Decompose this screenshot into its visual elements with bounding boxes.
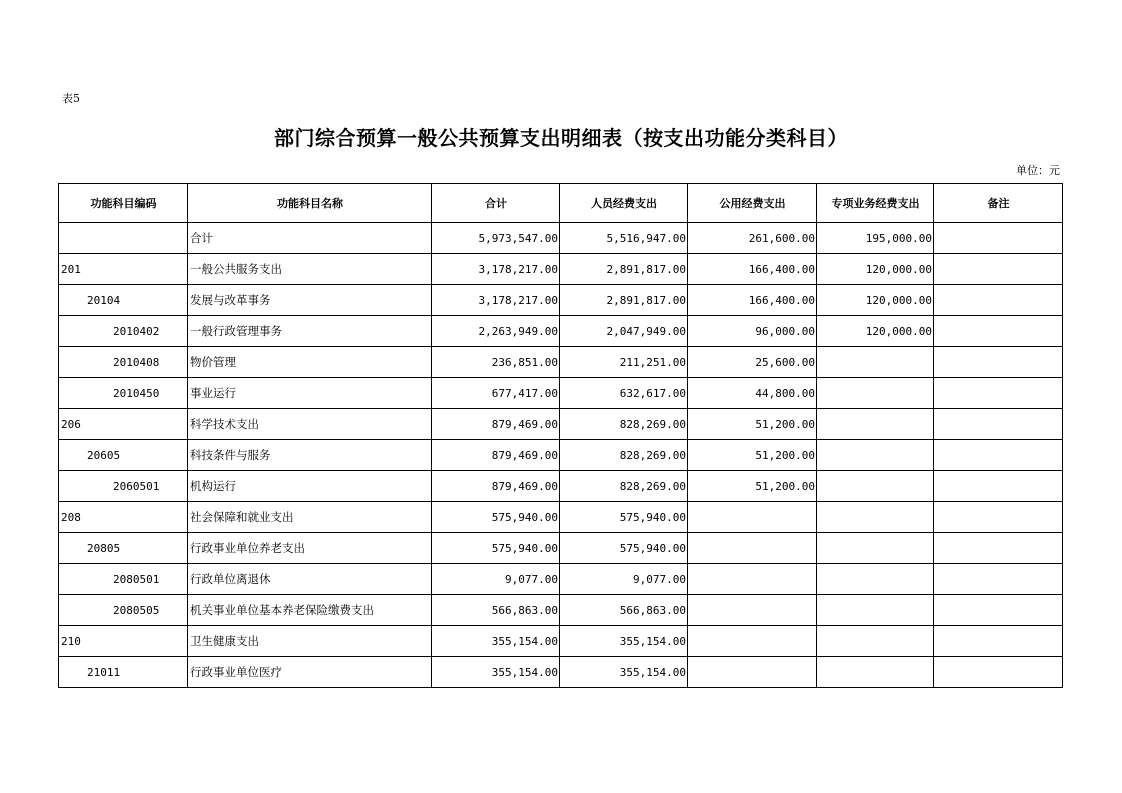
column-header-special: 专项业务经费支出	[817, 184, 934, 223]
cell-personnel: 5,516,947.00	[560, 223, 688, 254]
cell-total: 2,263,949.00	[432, 316, 560, 347]
cell-special	[817, 657, 934, 688]
table-row	[59, 347, 1063, 378]
cell-code: 201	[59, 254, 188, 285]
cell-personnel: 9,077.00	[560, 564, 688, 595]
cell-special	[817, 595, 934, 626]
cell-code: 210	[59, 626, 188, 657]
cell-name: 发展与改革事务	[188, 285, 432, 316]
table-row	[59, 626, 1063, 657]
cell-total: 236,851.00	[432, 347, 560, 378]
table-row	[59, 285, 1063, 316]
cell-code: 21011	[59, 657, 188, 688]
cell-total: 5,973,547.00	[432, 223, 560, 254]
cell-note	[934, 223, 1063, 254]
cell-personnel: 211,251.00	[560, 347, 688, 378]
cell-total: 355,154.00	[432, 657, 560, 688]
cell-special: 120,000.00	[817, 285, 934, 316]
table-header-row	[59, 184, 1063, 223]
cell-personnel: 355,154.00	[560, 626, 688, 657]
column-header-note: 备注	[934, 184, 1063, 223]
table-row	[59, 316, 1063, 347]
cell-public: 51,200.00	[688, 409, 817, 440]
cell-total: 879,469.00	[432, 409, 560, 440]
cell-special: 195,000.00	[817, 223, 934, 254]
cell-personnel: 2,891,817.00	[560, 285, 688, 316]
cell-public: 44,800.00	[688, 378, 817, 409]
column-header-personnel: 人员经费支出	[560, 184, 688, 223]
cell-personnel: 2,891,817.00	[560, 254, 688, 285]
cell-name: 一般公共服务支出	[188, 254, 432, 285]
cell-total: 879,469.00	[432, 440, 560, 471]
cell-public	[688, 564, 817, 595]
column-header-name: 功能科目名称	[188, 184, 432, 223]
column-header-public: 公用经费支出	[688, 184, 817, 223]
cell-personnel: 632,617.00	[560, 378, 688, 409]
cell-public: 166,400.00	[688, 285, 817, 316]
table-row	[59, 564, 1063, 595]
column-header-code: 功能科目编码	[59, 184, 188, 223]
cell-total: 566,863.00	[432, 595, 560, 626]
cell-public: 261,600.00	[688, 223, 817, 254]
cell-note	[934, 254, 1063, 285]
cell-note	[934, 440, 1063, 471]
cell-public: 166,400.00	[688, 254, 817, 285]
table-row	[59, 409, 1063, 440]
cell-code: 2060501	[59, 471, 188, 502]
cell-note	[934, 502, 1063, 533]
cell-code: 20805	[59, 533, 188, 564]
cell-code: 20104	[59, 285, 188, 316]
table-row	[59, 595, 1063, 626]
cell-special	[817, 564, 934, 595]
table-row	[59, 254, 1063, 285]
cell-note	[934, 471, 1063, 502]
cell-name: 行政事业单位养老支出	[188, 533, 432, 564]
cell-name: 机构运行	[188, 471, 432, 502]
cell-public: 96,000.00	[688, 316, 817, 347]
table-row	[59, 440, 1063, 471]
cell-note	[934, 626, 1063, 657]
cell-special: 120,000.00	[817, 254, 934, 285]
cell-name: 一般行政管理事务	[188, 316, 432, 347]
table-row	[59, 378, 1063, 409]
cell-personnel: 828,269.00	[560, 409, 688, 440]
cell-note	[934, 378, 1063, 409]
cell-code: 2010450	[59, 378, 188, 409]
cell-public: 25,600.00	[688, 347, 817, 378]
cell-special	[817, 471, 934, 502]
cell-total: 575,940.00	[432, 502, 560, 533]
cell-code: 208	[59, 502, 188, 533]
column-header-total: 合计	[432, 184, 560, 223]
cell-special: 120,000.00	[817, 316, 934, 347]
cell-personnel: 2,047,949.00	[560, 316, 688, 347]
unit-label: 单位：元	[1016, 164, 1060, 177]
table-body	[59, 223, 1063, 688]
cell-name: 行政单位离退休	[188, 564, 432, 595]
table-row	[59, 223, 1063, 254]
cell-note	[934, 595, 1063, 626]
cell-code: 206	[59, 409, 188, 440]
cell-total: 879,469.00	[432, 471, 560, 502]
cell-code: 20605	[59, 440, 188, 471]
cell-note	[934, 285, 1063, 316]
cell-special	[817, 378, 934, 409]
cell-code	[59, 223, 188, 254]
cell-note	[934, 409, 1063, 440]
cell-personnel: 828,269.00	[560, 471, 688, 502]
cell-personnel: 566,863.00	[560, 595, 688, 626]
cell-note	[934, 316, 1063, 347]
cell-name: 科学技术支出	[188, 409, 432, 440]
cell-public	[688, 626, 817, 657]
cell-note	[934, 657, 1063, 688]
cell-total: 9,077.00	[432, 564, 560, 595]
table-row	[59, 502, 1063, 533]
budget-detail-table	[58, 183, 1063, 688]
cell-public	[688, 595, 817, 626]
cell-name: 物价管理	[188, 347, 432, 378]
cell-public	[688, 533, 817, 564]
cell-total: 575,940.00	[432, 533, 560, 564]
cell-public	[688, 657, 817, 688]
cell-total: 355,154.00	[432, 626, 560, 657]
cell-personnel: 575,940.00	[560, 533, 688, 564]
cell-total: 3,178,217.00	[432, 254, 560, 285]
cell-special	[817, 409, 934, 440]
cell-name: 机关事业单位基本养老保险缴费支出	[188, 595, 432, 626]
cell-code: 2010408	[59, 347, 188, 378]
cell-personnel: 355,154.00	[560, 657, 688, 688]
cell-special	[817, 440, 934, 471]
cell-personnel: 828,269.00	[560, 440, 688, 471]
cell-name: 社会保障和就业支出	[188, 502, 432, 533]
cell-code: 2080501	[59, 564, 188, 595]
table-row	[59, 533, 1063, 564]
table-number-label: 表5	[62, 92, 80, 105]
cell-total: 3,178,217.00	[432, 285, 560, 316]
cell-name: 科技条件与服务	[188, 440, 432, 471]
cell-name: 卫生健康支出	[188, 626, 432, 657]
table-row	[59, 471, 1063, 502]
cell-special	[817, 347, 934, 378]
cell-note	[934, 564, 1063, 595]
cell-special	[817, 533, 934, 564]
cell-note	[934, 533, 1063, 564]
cell-personnel: 575,940.00	[560, 502, 688, 533]
cell-name: 事业运行	[188, 378, 432, 409]
table-row	[59, 657, 1063, 688]
cell-code: 2010402	[59, 316, 188, 347]
cell-special	[817, 626, 934, 657]
cell-public	[688, 502, 817, 533]
cell-name: 行政事业单位医疗	[188, 657, 432, 688]
cell-name: 合计	[188, 223, 432, 254]
cell-public: 51,200.00	[688, 471, 817, 502]
cell-code: 2080505	[59, 595, 188, 626]
cell-special	[817, 502, 934, 533]
cell-public: 51,200.00	[688, 440, 817, 471]
cell-note	[934, 347, 1063, 378]
page-title: 部门综合预算一般公共预算支出明细表（按支出功能分类科目）	[274, 126, 848, 150]
cell-total: 677,417.00	[432, 378, 560, 409]
